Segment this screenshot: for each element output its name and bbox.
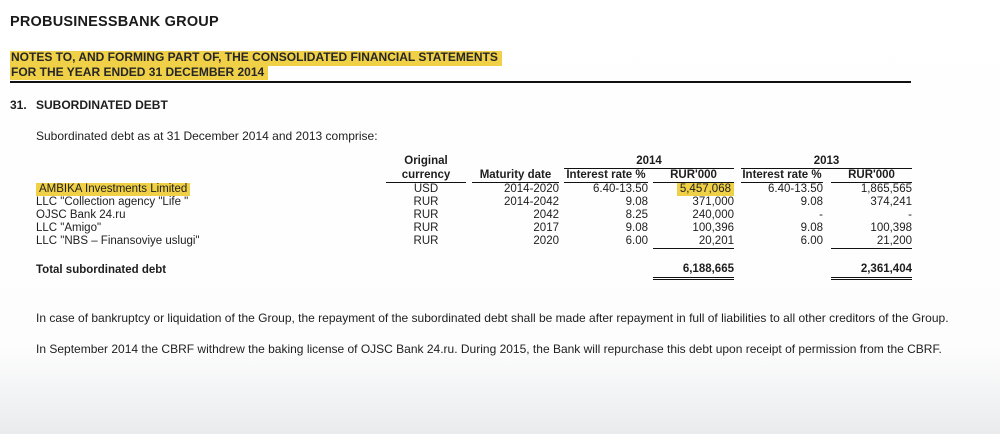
cell-amount-2013: 100,398 (870, 222, 912, 234)
total-amount-2014: 6,188,665 (653, 261, 734, 279)
section-number: 31. (10, 98, 27, 112)
cell-currency: RUR (413, 235, 439, 248)
col-header-original: Original (404, 155, 448, 168)
section-heading (10, 98, 1000, 112)
intro-text: Subordinated debt as at 31 December 2014 and 2013 comprise: (36, 129, 378, 143)
cell-rate-2014: 6.40-13.50 (593, 183, 648, 195)
cell-amount-2013: 21,200 (831, 235, 912, 249)
col-header-rur-2013: RUR'000 (831, 169, 912, 183)
cell-maturity: 2020 (533, 235, 559, 248)
cell-amount-2013: 1,865,565 (860, 183, 912, 195)
cell-maturity: 2042 (533, 209, 559, 221)
table-header-row-columns (36, 169, 912, 183)
cell-rate-2014: 9.08 (625, 222, 648, 234)
header-divider-rule (10, 81, 911, 83)
cell-name-highlighted: AMBIKA Investments Limited (36, 183, 190, 196)
cell-amount-2014: 371,000 (692, 196, 734, 208)
col-header-rur-2014: RUR'000 (653, 169, 734, 183)
cell-amount-2014: 100,396 (692, 222, 734, 234)
cell-maturity: 2014-2020 (504, 183, 559, 195)
document-title: PROBUSINESSBANK GROUP (10, 14, 219, 30)
col-group-2013: 2013 (741, 155, 912, 169)
cell-maturity: 2014-2042 (504, 196, 559, 208)
cell-amount-2013: 374,241 (870, 196, 912, 208)
note-header-line1-highlighted: NOTES TO, AND FORMING PART OF, THE CONSOLIDATED FINANCIAL STATEMENTS (10, 51, 502, 66)
cell-rate-2013: 6.00 (800, 235, 823, 248)
table-row-amigo (36, 222, 912, 235)
cell-name: LLC "Collection agency "Life " (36, 196, 189, 208)
table-row-ambika (36, 183, 912, 197)
note-header-line2-highlighted: FOR THE YEAR ENDED 31 DECEMBER 2014 (10, 66, 268, 81)
total-label: Total subordinated debt (36, 263, 167, 276)
cell-name: OJSC Bank 24.ru (36, 209, 126, 221)
table-spacer-row (36, 249, 912, 261)
cell-amount-2014-highlighted: 5,457,068 (677, 183, 734, 196)
note-paragraph-license: In September 2014 the CBRF withdrew the baking license of OJSC Bank 24.ru. During 2015, the Bank will repurchase this debt upon receipt of permission from the CBRF. (36, 342, 942, 356)
col-header-interest-rate-2013: Interest rate % (742, 169, 822, 181)
cell-maturity: 2017 (533, 222, 559, 234)
total-amount-2013: 2,361,404 (831, 261, 912, 279)
table-row-nbs-finansoviye (36, 235, 912, 249)
cell-rate-2013: 9.08 (800, 196, 823, 208)
cell-currency: USD (413, 183, 439, 195)
table-header-row-years (36, 155, 912, 169)
table-row-ojsc-bank-24ru (36, 209, 912, 222)
col-header-maturity-date: Maturity date (472, 169, 559, 183)
table-row-collection-agency-life (36, 196, 912, 209)
cell-rate-2014: 8.25 (625, 209, 648, 221)
col-header-interest-rate-2014: Interest rate % (564, 169, 648, 183)
cell-amount-2014: 240,000 (692, 209, 734, 221)
subordinated-debt-table (36, 155, 912, 280)
note-header (10, 51, 1000, 80)
cell-rate-2014: 6.00 (625, 235, 648, 248)
section-title: SUBORDINATED DEBT (36, 98, 168, 112)
cell-rate-2014: 9.08 (625, 196, 648, 208)
col-group-2014: 2014 (564, 155, 734, 169)
cell-name: LLC "Amigo" (36, 222, 102, 234)
cell-currency: RUR (413, 209, 439, 221)
cell-amount-2013: - (908, 209, 912, 221)
col-header-currency: currency (386, 169, 466, 183)
cell-name: LLC "NBS – Finansoviye uslugi" (36, 235, 200, 248)
cell-amount-2014: 20,201 (653, 235, 734, 249)
cell-currency: RUR (413, 222, 439, 234)
cell-currency: RUR (413, 196, 439, 208)
cell-rate-2013: 9.08 (800, 222, 823, 234)
table-total-row (36, 261, 912, 279)
note-paragraph-bankruptcy: In case of bankruptcy or liquidation of the Group, the repayment of the subordinated debt shall be made after repayment in full of liabilities to all other creditors of the Group. (36, 310, 949, 325)
cell-rate-2013: - (819, 209, 823, 221)
cell-rate-2013: 6.40-13.50 (768, 183, 823, 195)
